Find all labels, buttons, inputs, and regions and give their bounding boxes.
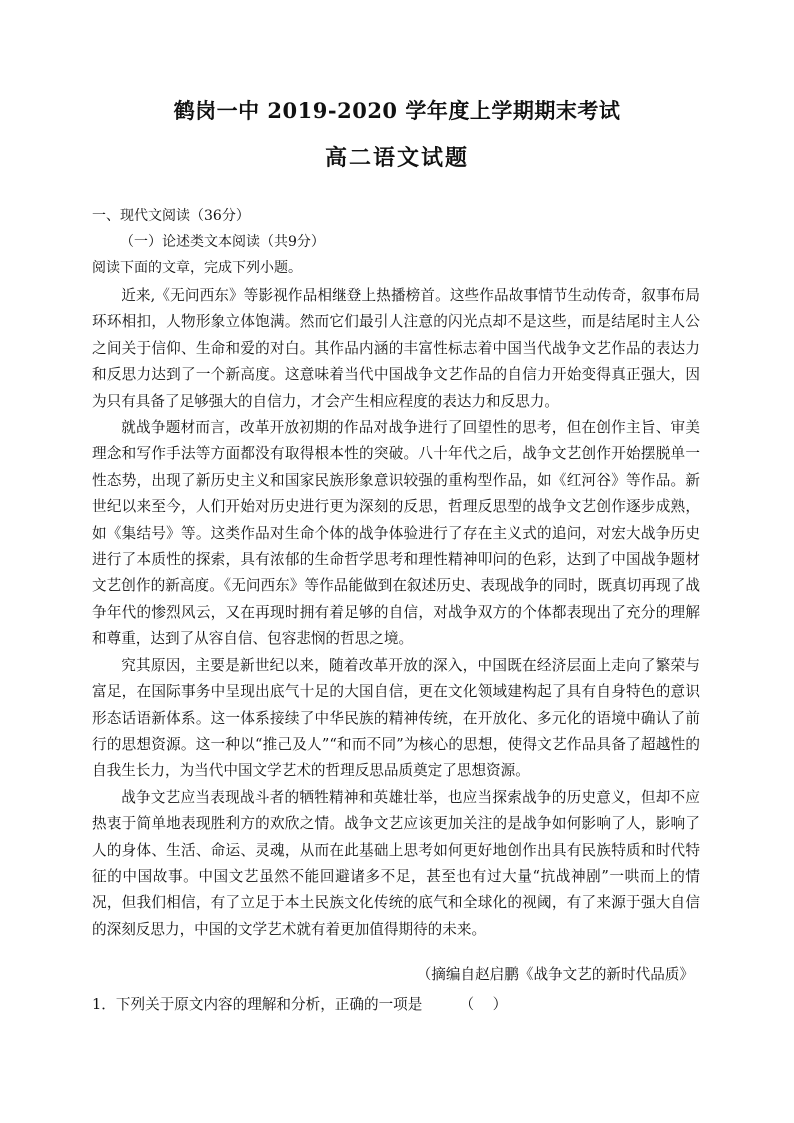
exam-subtitle: 高二语文试题 bbox=[324, 145, 469, 171]
section-heading: 一、现代文阅读（36分） bbox=[92, 208, 250, 224]
reading-instruction: 阅读下面的文章，完成下列小题。 bbox=[92, 260, 302, 276]
article-paragraph: 究其原因，主要是新世纪以来，随着改革开放的深入，中国既在经济层面上走向了繁荣与富足，在国际事务中呈现出底气十足的大国自信，更在文化领域建构起了具有自身特色的意识形态话语新体系。这一体系接续了中华民族的精神传统，在开放化、多元化的语境中确认了前行的思想资源。这一种以“推己及人”“和而不同”为核心的思想，使得文艺作品具备了超越性的自我生长力，为当代中国文学艺术的哲理反思品质奠定了思想资源。 bbox=[92, 656, 700, 780]
article-body bbox=[92, 283, 700, 943]
article-source: （摘编自赵启鹏《战争文艺的新时代品质》 bbox=[416, 966, 694, 983]
article-paragraph: 就战争题材而言，改革开放初期的作品对战争进行了回望性的思考，但在创作主旨、审美理念和写作手法等方面都没有取得根本性的突破。八十年代之后，战争文艺创作开始摆脱单一性态势，出现了新历史主义和国家民族形象意识较强的重构型作品，如《红河谷》等作品。新世纪以来至今，人们开始对历史进行更为深刻的反思，哲理反思型的战争文艺创作逐步成熟，如《集结号》等。这类作品对生命个体的战争体验进行了存在主义式的追问，对宏大战争历史进行了本质性的探索，具有浓郁的生命哲学思考和理性精神叩问的色彩，达到了中国战争题材文艺创作的新高度。《无问西东》等作品能做到在叙述历史、表现战争的同时，既真切再现了战争年代的惨烈风云，又在再现时拥有着足够的自信，对战争双方的个体都表现出了充分的理解和尊重，达到了从容自信、包容悲悯的哲思之境。 bbox=[92, 419, 700, 648]
question-1: 1．下列关于原文内容的理解和分析，正确的一项是 （ ） bbox=[92, 996, 508, 1013]
exam-title: 鹤岗一中 2019-2020 学年度上学期期末考试 bbox=[173, 98, 621, 123]
article-paragraph: 近来,《无问西东》等影视作品相继登上热播榜首。这些作品故事情节生动传奇，叙事布局环环相扣，人物形象立体饱满。然而它们最引人注意的闪光点却不是这些，而是结尾时主人公之间关于信仰、生命和爱的对白。其作品内涵的丰富性标志着中国当代战争文艺作品的表达力和反思力达到了一个新高度。这意味着当代中国战争文艺作品的自信力开始变得真正强大，因为只有具备了足够强大的自信力，才会产生相应程度的表达力和反思力。 bbox=[92, 287, 700, 410]
article-paragraph: 战争文艺应当表现战斗者的牺牲精神和英雄壮举，也应当探索战争的历史意义，但却不应热衷于简单地表现胜利方的欢欣之情。战争文艺应该更加关注的是战争如何影响了人，影响了人的身体、生活、命运、灵魂，从而在此基础上思考如何更好地创作出具有民族特质和时代特征的中国故事。中国文艺虽然不能回避诸多不足，甚至也有过大量“抗战神剧”一哄而上的情况，但我们相信，有了立足于本土民族文化传统的底气和全球化的视阈，有了来源于强大自信的深刻反思力，中国的文学艺术就有着更加值得期待的未来。 bbox=[92, 788, 700, 938]
section-subheading: （一）论述类文本阅读（共9分） bbox=[120, 234, 325, 250]
